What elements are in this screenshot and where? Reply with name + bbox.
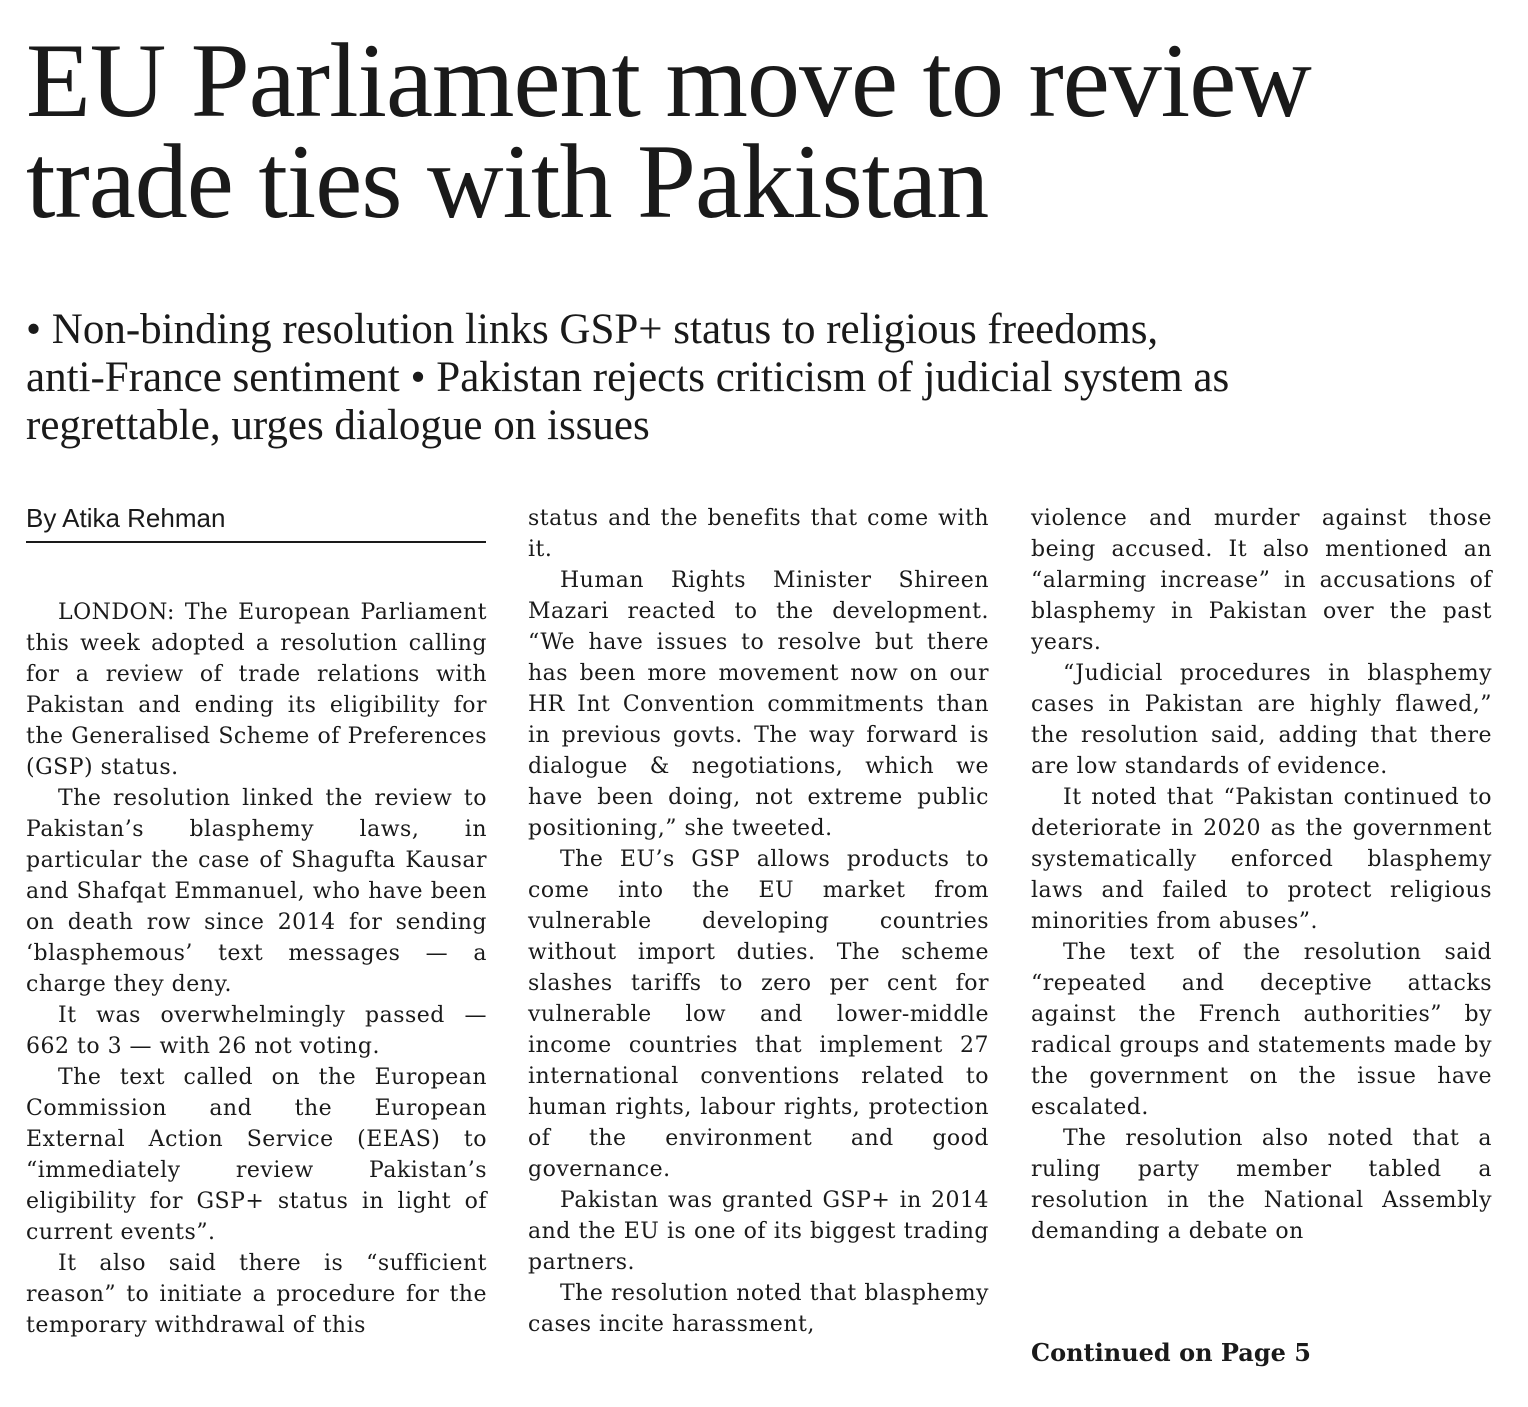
paragraph: “Judicial procedures in blasphemy cases in Pakistan are highly flawed,” the resolution said, adding that there are low standards of evidence.	[1031, 661, 1492, 779]
deck-subheadline	[26, 306, 1506, 450]
paragraph: Pakistan was granted GSP+ in 2014 and the EU is one of its biggest trading partners.	[528, 1188, 989, 1275]
article-column-3	[1031, 503, 1492, 1247]
headline-line-1: EU Parliament move to review	[26, 22, 1311, 139]
paragraph: It noted that “Pakistan continued to deteriorate in 2020 as the government systematically enforced blasphemy laws and failed to protect religious minorities from abuses”.	[1031, 785, 1492, 934]
headline	[26, 22, 1506, 240]
paragraph: It also said there is “sufficient reason” to initiate a procedure for the temporary withdrawal of this	[26, 1251, 487, 1338]
article-column-1	[26, 597, 487, 1341]
article-column-2	[528, 503, 989, 1340]
deck-line-3: regrettable, urges dialogue on issues	[26, 402, 650, 449]
paragraph: It was overwhelmingly passed — 662 to 3 — with 26 not voting.	[26, 1003, 487, 1059]
deck-line-2: anti-France sentiment • Pakistan rejects criticism of judicial system as	[26, 354, 1230, 401]
paragraph-continuation: violence and murder against those being accused. It also mentioned an “alarming increase” in accusations of blasphemy in Pakistan over the past years.	[1031, 506, 1492, 655]
paragraph: The text of the resolution said “repeated and deceptive attacks against the French authorities” by radical groups and statements made by the government on the issue have escalated.	[1031, 940, 1492, 1120]
paragraph: Human Rights Minister Shireen Mazari reacted to the development. “We have issues to resolve but there has been more movement now on our HR Int Convention commitments than in previous govts. The way forward is dialogue & negotiations, which we have been doing, not extreme public positioning,” she tweeted.	[528, 568, 989, 841]
byline: By Atika Rehman	[26, 503, 486, 543]
paragraph: LONDON: The European Parliament this week adopted a resolution calling for a review of trade relations with Pakistan and ending its eligibility for the Generalised Scheme of Preferences (GSP) status.	[26, 600, 487, 780]
headline-line-2: trade ties with Pakistan	[26, 123, 989, 240]
paragraph: The EU’s GSP allows products to come into the EU market from vulnerable developing countries without import duties. The scheme slashes tariffs to zero per cent for vulnerable low and lower-middle income countries that implement 27 international conventions related to human rights, labour rights, protection of the environment and good governance.	[528, 847, 989, 1182]
paragraph: The resolution also noted that a ruling party member tabled a resolution in the National Assembly demanding a debate on	[1031, 1126, 1492, 1244]
continued-on-page-link[interactable]: Continued on Page 5	[1031, 1338, 1311, 1367]
paragraph: The resolution linked the review to Pakistan’s blasphemy laws, in particular the case of Shagufta Kausar and Shafqat Emmanuel, who have been on death row since 2014 for sending ‘blasphemous’ text messages — a charge they deny.	[26, 786, 487, 997]
paragraph: The resolution noted that blasphemy cases incite harassment,	[528, 1281, 989, 1337]
paragraph: The text called on the European Commission and the European External Action Service (EEAS) to “immediately review Pakistan’s eligibility for GSP+ status in light of current events”.	[26, 1065, 487, 1245]
paragraph-continuation: status and the benefits that come with it.	[528, 506, 989, 562]
deck-line-1: • Non-binding resolution links GSP+ status to religious freedoms,	[26, 306, 1159, 353]
